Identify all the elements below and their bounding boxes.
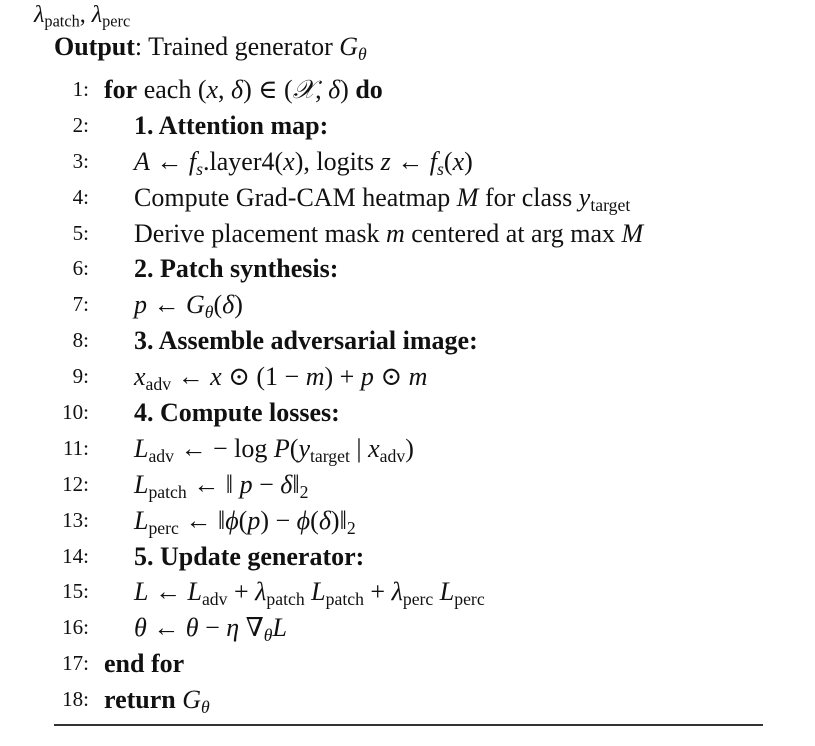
output-line: Output: Trained generator $G_\theta$: [54, 32, 367, 64]
algorithm-line-10: [0, 395, 815, 431]
line-number: 13:: [62, 507, 89, 532]
algorithm-line-9: 9: $x_{adv}$ ← x ⊙ (1 − m) + p ⊙ m: [0, 359, 815, 395]
line-number: 12:: [62, 471, 89, 496]
line-number: 6:: [72, 256, 89, 281]
line-number: 2:: [72, 112, 89, 137]
hyperparameter-line: $\lambda_{patch}$, $\lambda_{perc}$: [34, 2, 131, 31]
line-number: 4:: [72, 184, 89, 209]
line-number: 15:: [62, 579, 89, 604]
line-number: 10:: [62, 400, 89, 425]
algorithm-line-1: 1: for each (x, δ) ∈ (𝒳, δ) do: [0, 72, 815, 108]
algorithm-line-14: [0, 539, 815, 575]
step-heading: 4. Compute losses:: [134, 398, 340, 428]
algorithm-line-16: 16: θ ← θ − η $\nabla_\theta L$: [0, 610, 815, 646]
algorithm-line-18: 18: return $G_\theta$: [0, 682, 815, 718]
line-number: 8:: [72, 328, 89, 353]
line-number: 17:: [62, 651, 89, 676]
line-number: 7:: [72, 292, 89, 317]
algorithm-line-5: 5: Derive placement mask m centered at arg max M: [0, 216, 815, 252]
line-number: 5:: [72, 220, 89, 245]
algorithm-line-15: 15: L ← $L_{adv} + \lambda_{patch}$ $L_{patch} + \lambda_{perc}$ $L_{perc}$: [0, 574, 815, 610]
algorithm-line-13: 13: $L_{perc}$ ← ‖ϕ(p) − $\phi(\delta)‖_2$: [0, 503, 815, 539]
algorithm-line-7: 7: p ← $G_\theta(\delta)$: [0, 287, 815, 323]
algorithm-line-17: [0, 646, 815, 682]
algorithm-line-2: [0, 108, 815, 144]
algorithm-line-6: [0, 251, 815, 287]
step-heading: 2. Patch synthesis:: [134, 254, 339, 284]
line-number: 11:: [62, 435, 89, 460]
output-label: Output: [54, 32, 135, 61]
algorithm-line-4: 4: Compute Grad-CAM heatmap M for class $y_{target}$: [0, 180, 815, 216]
step-heading: 3. Assemble adversarial image:: [134, 326, 478, 356]
algorithm-line-3: 3: A ← $f_s.layer4(x)$, logits z ← $f_s(x)$: [0, 144, 815, 180]
step-heading: 5. Update generator:: [134, 541, 365, 571]
algorithm-body: [0, 72, 815, 718]
line-number: 9:: [72, 364, 89, 389]
line-number: 18:: [62, 687, 89, 712]
line-number: 14:: [62, 543, 89, 568]
algorithm-line-11: 11: $L_{adv}$ ← − $\log P(y_{target}$ | $x_{adv}$): [0, 431, 815, 467]
bottom-rule: [54, 724, 763, 726]
line-number: 3:: [72, 148, 89, 173]
step-heading: 1. Attention map:: [134, 110, 329, 140]
algorithm-line-8: [0, 323, 815, 359]
line-number: 1:: [72, 77, 89, 101]
line-number: 16:: [62, 615, 89, 640]
algorithm-line-12: 12: $L_{patch}$ ← ‖ $p - \delta‖_2$: [0, 467, 815, 503]
keyword-end-for: end for: [104, 649, 185, 679]
